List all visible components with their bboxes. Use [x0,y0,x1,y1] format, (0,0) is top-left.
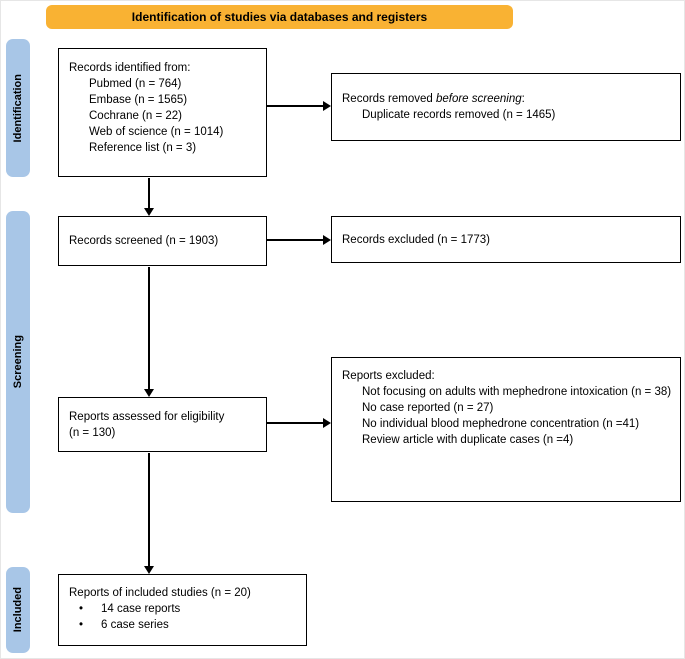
records-excluded-title: Records excluded (n = 1773) [342,233,490,246]
records-identified-title: Records identified from: [69,62,191,74]
bullet-icon: • [79,603,84,615]
reports-excluded-item: No case reported (n = 27) [362,402,494,414]
included-studies-item: 6 case series [101,619,169,631]
included-studies-item: 14 case reports [101,603,181,615]
records-removed-item: Duplicate records removed (n = 1465) [362,109,556,121]
included-studies-bullet-item [79,601,300,617]
phase-label-identification-text: Identification [12,73,24,143]
records-screened-box [58,216,267,266]
phase-label-screening-text: Screening [12,335,24,389]
records-identified-item: Embase (n = 1565) [89,94,188,106]
included-studies-box [58,574,307,646]
reports-excluded-item: Review article with duplicate cases (n =4) [362,434,574,446]
arrow-screened-to-assessed-head [144,389,154,397]
banner [46,5,513,29]
records-identified-item: Reference list (n = 3) [89,142,197,154]
records-identified-item: Pubmed (n = 764) [89,78,182,90]
records-removed-title-suffix: : [521,93,525,105]
records-removed-box [331,73,681,141]
arrow-assessed-to-included-head [144,566,154,574]
phase-label-included-text: Included [12,587,24,633]
arrow-identified-to-screened-head [144,208,154,216]
arrow-assessed-to-excluded-head [323,418,331,428]
records-screened-title: Records screened (n = 1903) [69,235,219,247]
arrow-identified-to-screened-line [148,178,150,209]
arrow-screened-to-assessed-line [148,267,150,389]
phase-label-included [6,567,30,653]
records-removed-title-italic: before screening [435,93,522,105]
arrow-identified-to-removed-line [267,105,324,107]
included-studies-title: Reports of included studies (n = 20) [69,587,251,599]
included-studies-bullet-item [79,617,300,633]
banner-label: Identification of studies via databases and registers [131,10,428,24]
arrow-screened-to-excluded-head [323,235,331,245]
arrow-assessed-to-excluded-line [267,422,324,424]
reports-assessed-line: (n = 130) [69,426,116,439]
arrow-identified-to-removed-head [323,101,331,111]
reports-excluded-item: No individual blood mephedrone concentration (n =41) [362,418,640,430]
arrow-screened-to-excluded-line [267,239,324,241]
records-removed-title [342,91,674,107]
reports-assessed-box [58,397,267,452]
records-identified-item: Web of science (n = 1014) [89,126,224,138]
arrow-assessed-to-included-line [148,453,150,567]
records-identified-box [58,48,267,177]
reports-excluded-box [331,357,681,502]
phase-label-identification [6,39,30,177]
bullet-icon: • [79,619,84,631]
records-excluded-box [331,216,681,263]
reports-assessed-line: Reports assessed for eligibility [69,410,225,423]
phase-label-screening [6,211,30,513]
reports-excluded-title: Reports excluded: [342,370,435,382]
records-identified-item: Cochrane (n = 22) [89,110,183,122]
records-removed-title-prefix: Records removed [342,93,436,105]
reports-excluded-item: Not focusing on adults with mephedrone intoxication (n = 38) [362,386,672,398]
